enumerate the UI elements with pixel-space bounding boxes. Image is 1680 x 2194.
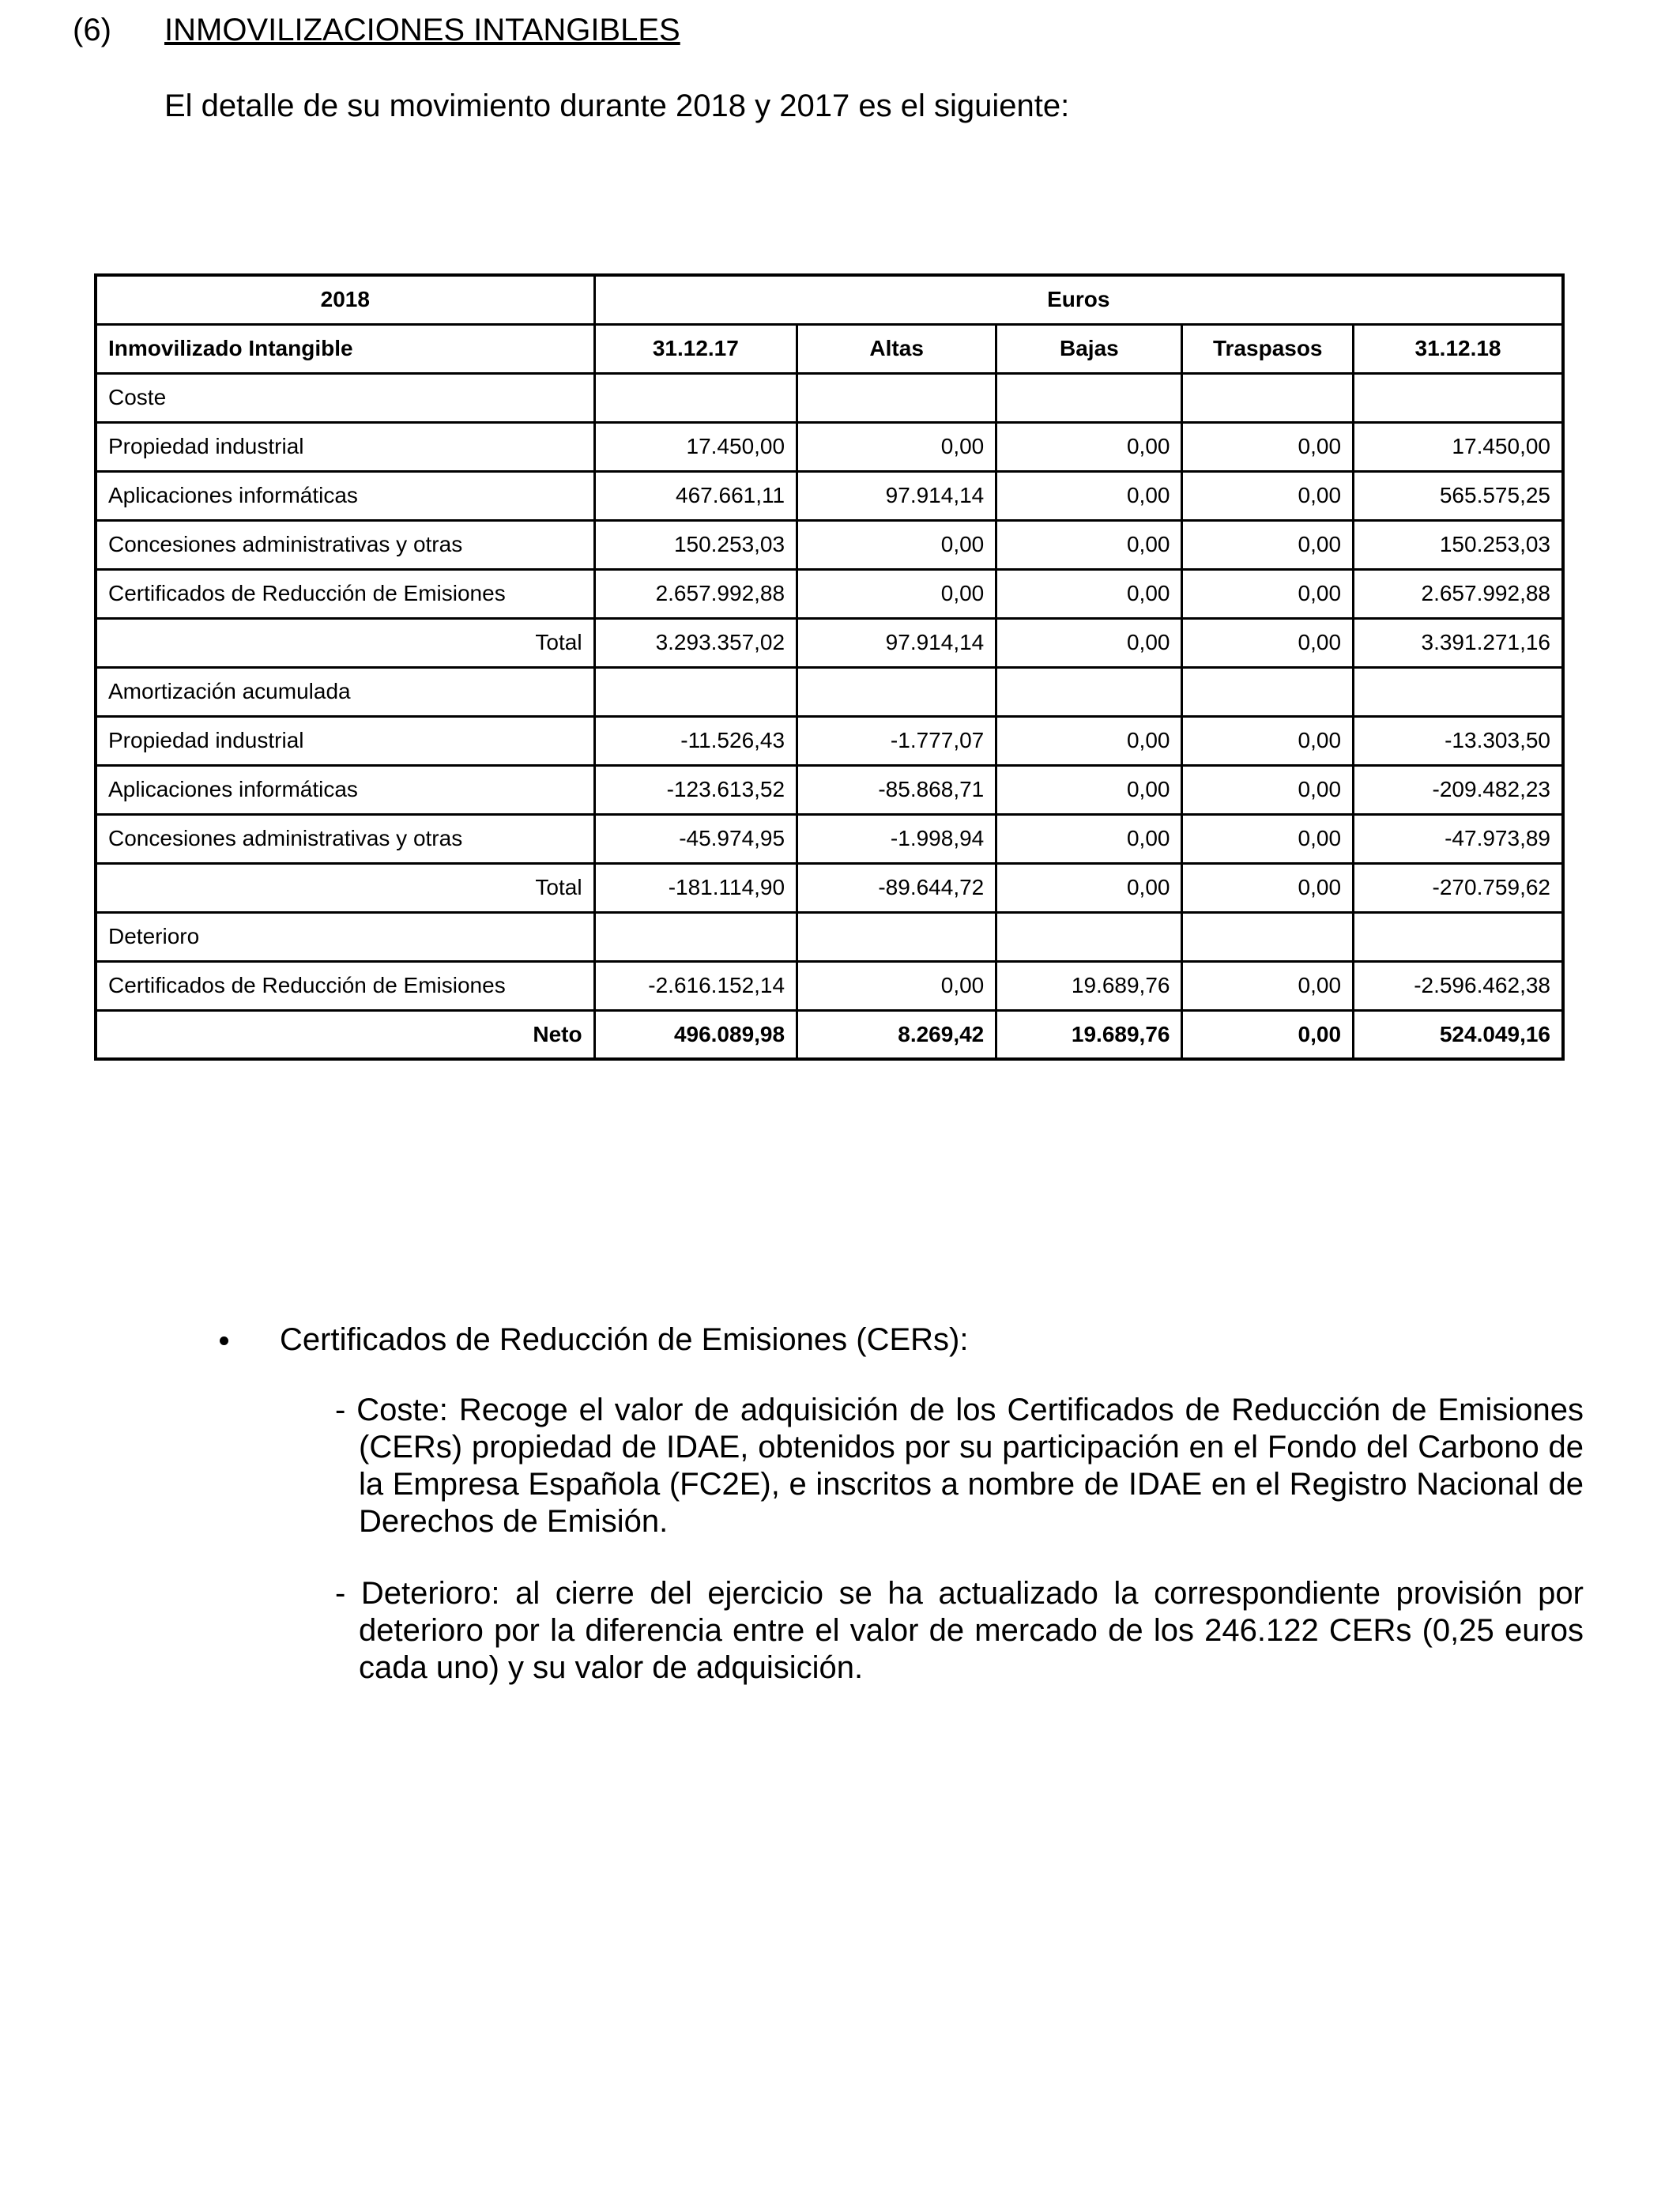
table-row [96, 1010, 1563, 1059]
table-body [96, 373, 1563, 1059]
table-column-header-row [96, 324, 1563, 373]
table-cell [1354, 373, 1563, 422]
table-cell [996, 667, 1182, 716]
table-cell: -181.114,90 [594, 863, 797, 912]
table-cell: 0,00 [996, 863, 1182, 912]
table-cell: -11.526,43 [594, 716, 797, 765]
bullet-icon [220, 1336, 228, 1345]
table-cell: 0,00 [996, 765, 1182, 814]
table-cell: 150.253,03 [1354, 520, 1563, 569]
bullet-item [213, 1321, 1517, 1359]
row-label: Total [96, 618, 594, 667]
table-cell: 0,00 [996, 814, 1182, 863]
table-cell [1182, 667, 1354, 716]
section-number: (6) [73, 13, 111, 47]
column-header: Altas [797, 324, 996, 373]
table-row [96, 471, 1563, 520]
column-header: 31.12.17 [594, 324, 797, 373]
table-cell: 0,00 [797, 569, 996, 618]
table-cell: 0,00 [1182, 618, 1354, 667]
table-cell: -1.998,94 [797, 814, 996, 863]
table-cell [1182, 373, 1354, 422]
table-cell: -270.759,62 [1354, 863, 1563, 912]
table-cell: -2.616.152,14 [594, 961, 797, 1010]
table-cell [594, 373, 797, 422]
intro-text: El detalle de su movimiento durante 2018 y 2017 es el siguiente: [164, 89, 1070, 123]
note-deterioro: - Deterioro: al cierre del ejercicio se ha actualizado la correspondiente provisión por deterioro por la diferencia entre el valor de mercado de los 246.122 CERs (0,25 euros cada uno) y su valor de adquisición. [335, 1576, 1584, 1685]
table-cell: 17.450,00 [1354, 422, 1563, 471]
table-cell: 0,00 [1182, 569, 1354, 618]
table-cell: 0,00 [797, 422, 996, 471]
table-row [96, 373, 1563, 422]
column-header: Inmovilizado Intangible [96, 324, 594, 373]
table-cell: 0,00 [1182, 814, 1354, 863]
table-cell: -85.868,71 [797, 765, 996, 814]
bullet-title: Certificados de Reducción de Emisiones (CERs): [280, 1322, 969, 1357]
table-cell: 0,00 [1182, 765, 1354, 814]
table-cell [1354, 912, 1563, 961]
table-cell: -123.613,52 [594, 765, 797, 814]
table-cell: 0,00 [797, 961, 996, 1010]
section-title: INMOVILIZACIONES INTANGIBLES [164, 13, 680, 47]
table-row [96, 422, 1563, 471]
table-row [96, 961, 1563, 1010]
column-header: Bajas [996, 324, 1182, 373]
table-cell [996, 373, 1182, 422]
table-cell: 17.450,00 [594, 422, 797, 471]
row-label: Neto [96, 1010, 594, 1059]
table-currency: Euros [594, 275, 1563, 324]
table-cell: -13.303,50 [1354, 716, 1563, 765]
table-row [96, 716, 1563, 765]
row-label: Deterioro [96, 912, 594, 961]
table-row [96, 863, 1563, 912]
table-cell: 3.391.271,16 [1354, 618, 1563, 667]
row-label: Amortización acumulada [96, 667, 594, 716]
table-cell: 2.657.992,88 [1354, 569, 1563, 618]
table-cell: 0,00 [996, 471, 1182, 520]
notes-section [213, 1321, 1584, 1687]
row-label: Propiedad industrial [96, 716, 594, 765]
table-cell: 0,00 [1182, 520, 1354, 569]
table-cell [797, 912, 996, 961]
table-cell: 467.661,11 [594, 471, 797, 520]
table-cell: -209.482,23 [1354, 765, 1563, 814]
table-cell: 0,00 [1182, 1010, 1354, 1059]
table-cell: 0,00 [1182, 863, 1354, 912]
table-cell: -47.973,89 [1354, 814, 1563, 863]
table-cell: 0,00 [797, 520, 996, 569]
table-cell [797, 373, 996, 422]
table-cell [1182, 912, 1354, 961]
table-cell: 0,00 [996, 520, 1182, 569]
table-cell: 0,00 [996, 716, 1182, 765]
table-row [96, 912, 1563, 961]
table-cell: 8.269,42 [797, 1010, 996, 1059]
table-cell: 0,00 [1182, 961, 1354, 1010]
table-year: 2018 [96, 275, 594, 324]
row-label: Coste [96, 373, 594, 422]
row-label: Aplicaciones informáticas [96, 765, 594, 814]
row-label: Aplicaciones informáticas [96, 471, 594, 520]
table-cell: 0,00 [996, 422, 1182, 471]
row-label: Propiedad industrial [96, 422, 594, 471]
table-row [96, 667, 1563, 716]
table-cell: -89.644,72 [797, 863, 996, 912]
table-cell: 150.253,03 [594, 520, 797, 569]
table-cell [594, 667, 797, 716]
table-cell: 0,00 [996, 618, 1182, 667]
table-row [96, 765, 1563, 814]
column-header: Traspasos [1182, 324, 1354, 373]
table-cell: -45.974,95 [594, 814, 797, 863]
table-cell [996, 912, 1182, 961]
table-cell: 565.575,25 [1354, 471, 1563, 520]
table-cell: 3.293.357,02 [594, 618, 797, 667]
table-cell: 2.657.992,88 [594, 569, 797, 618]
table-row [96, 520, 1563, 569]
table-cell [1354, 667, 1563, 716]
column-header: 31.12.18 [1354, 324, 1563, 373]
row-label: Concesiones administrativas y otras [96, 520, 594, 569]
table-cell: -1.777,07 [797, 716, 996, 765]
intangible-assets-table [94, 273, 1565, 1061]
row-label: Total [96, 863, 594, 912]
table-cell [797, 667, 996, 716]
table-cell: -2.596.462,38 [1354, 961, 1563, 1010]
table-cell: 97.914,14 [797, 618, 996, 667]
table-cell: 496.089,98 [594, 1010, 797, 1059]
table-cell: 0,00 [1182, 422, 1354, 471]
table-cell: 19.689,76 [996, 1010, 1182, 1059]
table-header-row [96, 275, 1563, 324]
table-row [96, 814, 1563, 863]
row-label: Concesiones administrativas y otras [96, 814, 594, 863]
table-cell: 19.689,76 [996, 961, 1182, 1010]
table-cell: 0,00 [1182, 716, 1354, 765]
table-cell: 0,00 [1182, 471, 1354, 520]
table-cell [594, 912, 797, 961]
row-label: Certificados de Reducción de Emisiones [96, 569, 594, 618]
note-coste: - Coste: Recoge el valor de adquisición de los Certificados de Reducción de Emisiones (CERs) propiedad de IDAE, obtenidos por su participación en el Fondo del Carbono de la Empresa Española (FC2E), e inscritos a nombre de IDAE en el Registro Nacional de Derechos de Emisión. [335, 1393, 1584, 1539]
table-cell: 97.914,14 [797, 471, 996, 520]
table-cell: 524.049,16 [1354, 1010, 1563, 1059]
table-cell: 0,00 [996, 569, 1182, 618]
table-row [96, 618, 1563, 667]
row-label: Certificados de Reducción de Emisiones [96, 961, 594, 1010]
table-row [96, 569, 1563, 618]
